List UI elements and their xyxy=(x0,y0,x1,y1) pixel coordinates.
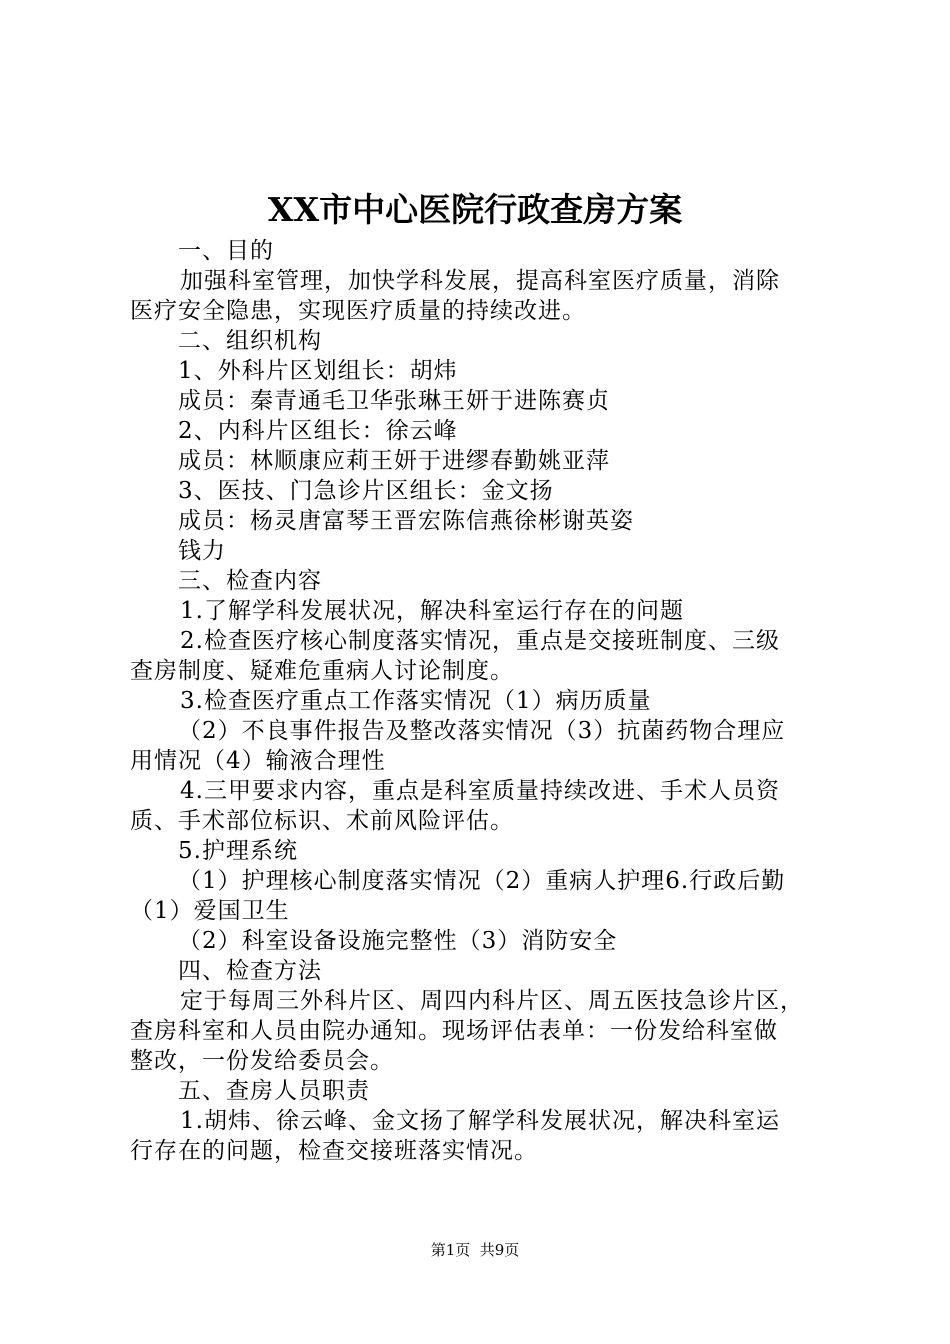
paragraph-line: （2）科室设备设施完整性（3）消防安全 xyxy=(178,928,618,954)
paragraph-line: 4.三甲要求内容，重点是科室质量持续改进、手术人员资 xyxy=(180,778,780,804)
paragraph-line: 质、手术部位标识、术前风险评估。 xyxy=(130,808,514,834)
paragraph-line: （1）爱国卫生 xyxy=(130,898,290,924)
section-heading-inspection-method: 四、检查方法 xyxy=(178,958,322,984)
paragraph-line: 1.了解学科发展状况，解决科室运行存在的问题 xyxy=(180,598,684,624)
paragraph-line: 整改，一份发给委员会。 xyxy=(130,1048,394,1074)
section-heading-inspection-content: 三、检查内容 xyxy=(178,568,322,594)
paragraph-line: 3.检查医疗重点工作落实情况（1）病历质量 xyxy=(180,688,652,714)
page-number-footer: 第1页 共9页 xyxy=(430,1241,520,1259)
paragraph-line: 定于每周三外科片区、周四内科片区、周五医技急诊片区， xyxy=(180,988,804,1014)
paragraph-line: （2）不良事件报告及整改落实情况（3）抗菌药物合理应 xyxy=(178,718,786,744)
paragraph-line: 行存在的问题，检查交接班落实情况。 xyxy=(130,1138,538,1164)
paragraph-line: 钱力 xyxy=(178,538,226,564)
paragraph-line: 3、医技、门急诊片区组长：金文扬 xyxy=(178,478,554,504)
paragraph-line: 1.胡炜、徐云峰、金文扬了解学科发展状况，解决科室运 xyxy=(180,1108,780,1134)
document-title: XX市中心医院行政查房方案 xyxy=(267,190,683,229)
paragraph-line: 5.护理系统 xyxy=(178,838,298,864)
section-heading-purpose: 一、目的 xyxy=(178,238,274,264)
paragraph-line: 查房科室和人员由院办通知。现场评估表单：一份发给科室做 xyxy=(130,1018,778,1044)
paragraph-line: 用情况（4）输液合理性 xyxy=(130,748,386,774)
document-body xyxy=(130,236,830,1166)
paragraph-line: 成员：林顺康应莉王妍于进缪春勤姚亚萍 xyxy=(178,448,610,474)
section-heading-organization: 二、组织机构 xyxy=(178,328,322,354)
paragraph-line: 查房制度、疑难危重病人讨论制度。 xyxy=(130,658,514,684)
paragraph-line: 加强科室管理，加快学科发展，提高科室医疗质量，消除 xyxy=(180,268,780,294)
paragraph-line: 成员：杨灵唐富琴王晋宏陈信燕徐彬谢英姿 xyxy=(178,508,634,534)
paragraph-line: 2、内科片区组长：徐云峰 xyxy=(178,418,458,444)
paragraph-line: 医疗安全隐患，实现医疗质量的持续改进。 xyxy=(130,298,586,324)
paragraph-line: 2.检查医疗核心制度落实情况，重点是交接班制度、三级 xyxy=(180,628,780,654)
section-heading-staff-duties: 五、查房人员职责 xyxy=(178,1078,370,1104)
paragraph-line: 成员：秦青通毛卫华张琳王妍于进陈赛贞 xyxy=(178,388,610,414)
paragraph-line: （1）护理核心制度落实情况（2）重病人护理6.行政后勤 xyxy=(178,868,786,894)
paragraph-line: 1、外科片区划组长：胡炜 xyxy=(178,358,458,384)
